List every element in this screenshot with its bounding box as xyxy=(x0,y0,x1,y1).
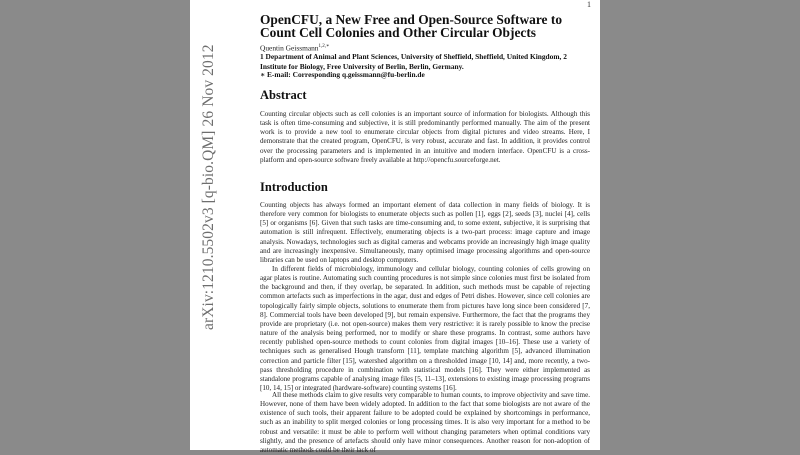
arxiv-stamp: arXiv:1210.5502v3 [q-bio.QM] 26 Nov 2012 xyxy=(200,44,217,330)
abstract-text: Counting circular objects such as cell colonies is an important source of information for biologists. Although this task is often time-consuming and subjective, it is still predominantly performed manually. The aim of the present work is to provide a new tool to enumerate circular objects from digital pictures and video streams. Here, I demonstrate that the created program, OpenCFU, is very robust, accurate and fast. In addition, it provides control over the processing parameters and is implemented in an intuitive and modern interface. OpenCFU is a cross-platform and open-source software freely available at http://opencfu.sourceforge.net. xyxy=(260,110,590,164)
introduction-heading: Introduction xyxy=(260,180,328,194)
corresponding-email: ∗ E-mail: Corresponding q.geissmann@fu-berlin.de xyxy=(260,70,425,79)
abstract-heading: Abstract xyxy=(260,88,307,102)
intro-paragraph-2: In different fields of microbiology, immunology and cellular biology, counting colonies of cells growing on agar plates is routine. Automating such counting procedures is not simple since colonies must first be isolated from the background and then, if they overlap, be separated. In addition, such methods must be capable of rejecting common artefacts such as imperfections in the agar, dust and edges of Petri dishes. However, since cell colonies are topologically fairly simple objects, solutions to enumerate them from pictures have long since been considered [7, 8]. Commercial tools have been developed [9], but remain expensive. Furthermore, the fact that the programs they provide are proprietary (i.e. not open-source) makes them very restrictive: it is rarely possible to know the precise nature of the analysis being performed, nor to modify or share these programs. In contrast, some authors have recently published open-source methods to count colonies from digital images [10–16]. These use a variety of techniques such as generalised Hough transform [11], template matching algorithm [5], advanced illumination correction and particle filter [15], watershed algorithm on a thresholded image [10, 14] and, more recently, a two-pass thresholding procedure in combination with statistical models [16]. They were either implemented as standalone programs capable of analysing image files [5, 11–13], extensions to existing image processing programs [10, 14, 15] or integrated (hardware-software) counting systems [16]. xyxy=(260,265,590,393)
paper-title: OpenCFU, a New Free and Open-Source Software to Count Cell Colonies and Other Circular Objects xyxy=(260,12,563,40)
intro-paragraph-1: Counting objects has always formed an important element of data collection in many fields of biology. It is therefore very common for biologists to enumerate objects such as pollen [1], eggs [2], seeds [3], nuclei [4], cells [5] or organisms [6]. Given that such tasks are time-consuming and, to some extent, subjective, it is surprising that automation is still infrequent. Effectively, enumerating objects is a two-part process: image capture and image analysis. Nowadays, technologies such as digital cameras and webcams provide an increasingly high image quality and are increasingly inexpensive. Simultaneously, many optimised image processing algorithms and open-source libraries can be used on laptops and desktop computers. xyxy=(260,201,590,264)
author-superscript: 1,2,∗ xyxy=(318,44,330,49)
intro-paragraph-3: All these methods claim to give results very comparable to human counts, to improve objectivity and save time. However, none of them have been widely adopted. In addition to the fact that some biologists are not aware of the existence of such tools, their apparent failure to be adopted could be explained by shortcomings in performance, such as an inability to split merged colonies or long processing times. It is also very important for a method to be robust and versatile: it must be able to perform well without changing parameters when optimal conditions vary slightly, and the presence of artefacts should only have minor consequences. Another reason for non-adoption of automatic methods could be their lack of xyxy=(260,391,590,454)
page-number: 1 xyxy=(587,0,591,9)
author-name: Quentin Geissmann xyxy=(260,43,319,53)
affiliation: 1 Department of Animal and Plant Sciences, University of Sheffield, Sheffield, United Kingdom, 2 Institute for Biology, Free University of Berlin, Berlin, Germany. xyxy=(260,52,567,71)
